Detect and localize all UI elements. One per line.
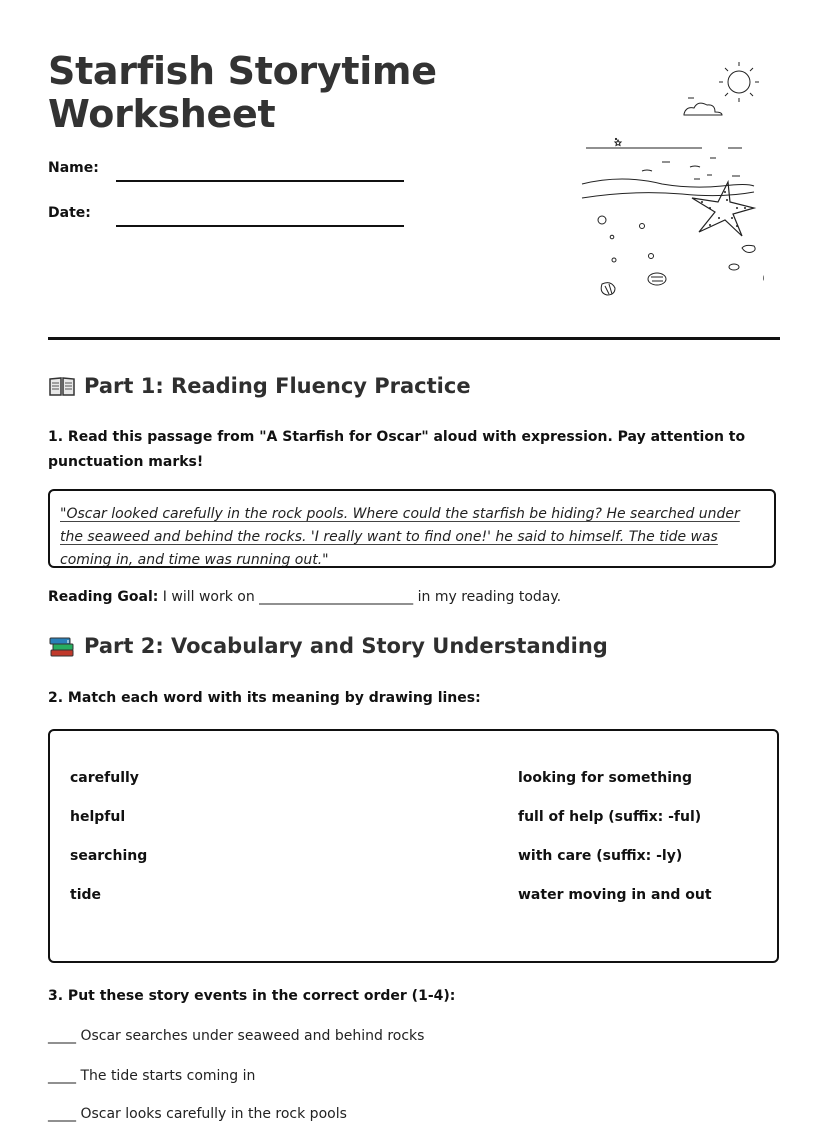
beach-scene-illustration [532,62,764,306]
match-meaning[interactable]: full of help (suffix: -ful) [518,809,702,825]
cloud-icon [684,103,722,115]
small-star-icon [615,140,621,146]
header-divider [48,337,780,340]
date-blank-line[interactable] [116,225,404,227]
name-blank-line[interactable] [116,180,404,182]
books-stack-icon [48,634,76,658]
reading-goal [48,589,561,605]
question-1: 1. Read this passage from "A Starfish for Oscar" aloud with expression. Pay attention to punctuation marks! [48,429,746,470]
worksheet-title [48,50,437,136]
starfish-icon [692,182,754,236]
sun-icon [719,62,759,102]
name-label: Name: [48,160,99,176]
question-3: 3. Put these story events in the correct order (1-4): [48,988,456,1004]
part1-heading [48,374,471,398]
shell-icon [742,245,755,252]
match-word[interactable]: carefully [70,770,139,786]
part2-heading [48,634,608,658]
match-word[interactable]: searching [70,848,148,864]
title-line-2: Worksheet [48,92,276,136]
part1-heading-text: Part 1: Reading Fluency Practice [84,374,471,398]
part2-heading-text: Part 2: Vocabulary and Story Understanding [84,634,608,658]
match-word[interactable]: tide [70,887,102,903]
open-book-icon [48,374,76,398]
story-event[interactable]: ____ The tide starts coming in [48,1068,256,1084]
reading-goal-text[interactable]: I will work on ______________________ in my reading today. [158,589,562,605]
reading-passage-box [48,489,776,568]
match-meaning[interactable]: water moving in and out [518,887,712,903]
reading-passage: "Oscar looked carefully in the rock pools. Where could the starfish be hiding? He searched under the seaweed and behind the rocks. 'I really want to find one!' he said to himself. The tide was coming in, and time was running out." [60,506,740,568]
story-event[interactable]: ____ Oscar looks carefully in the rock pools [48,1106,347,1122]
date-label: Date: [48,205,91,221]
match-word[interactable]: helpful [70,809,126,825]
match-meaning[interactable]: looking for something [518,770,692,786]
match-meaning[interactable]: with care (suffix: -ly) [518,848,683,864]
title-line-1: Starfish Storytime [48,49,437,93]
story-event[interactable]: ____ Oscar searches under seaweed and behind rocks [48,1028,425,1044]
question-2: 2. Match each word with its meaning by drawing lines: [48,690,481,706]
reading-goal-label: Reading Goal: [48,589,159,605]
matching-box [48,729,779,963]
